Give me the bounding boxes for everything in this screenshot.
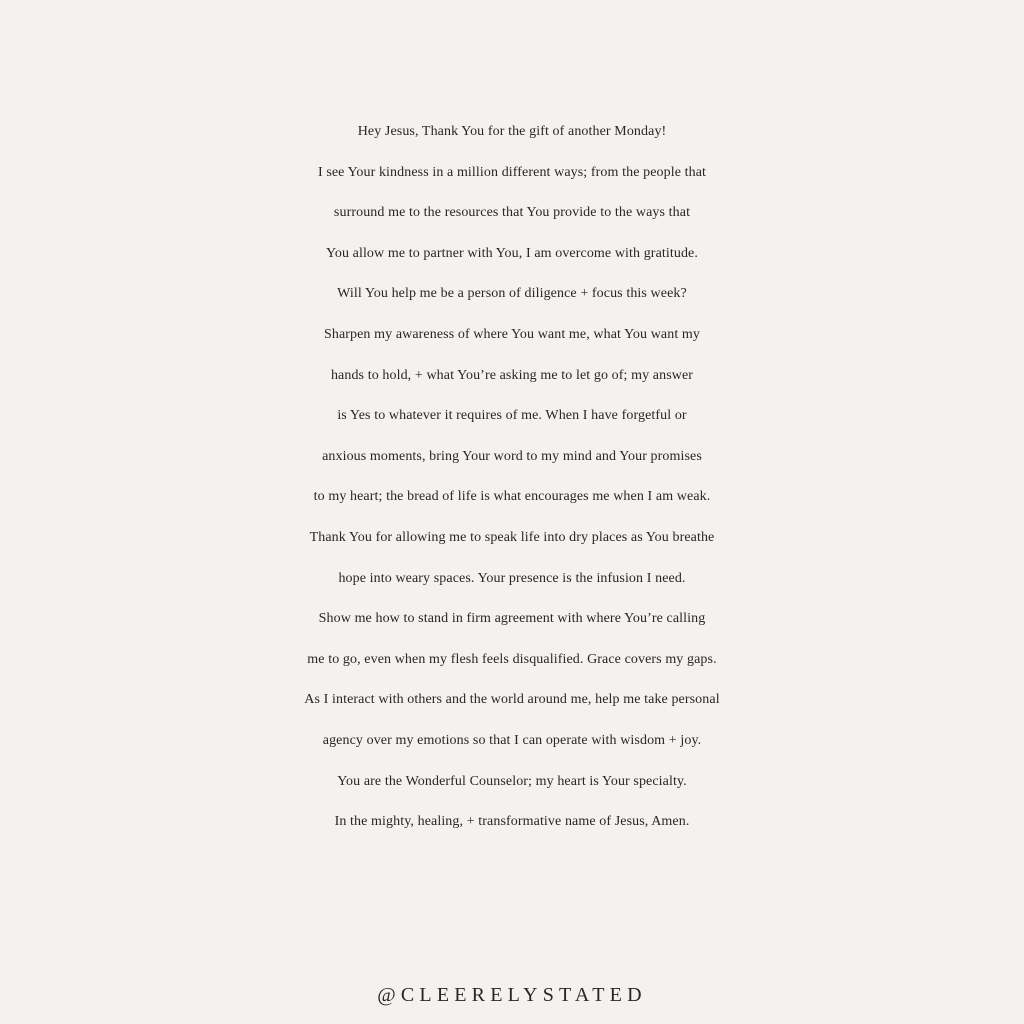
prayer-text [0, 112, 1024, 843]
prayer-line: hope into weary spaces. Your presence is the infusion I need. [338, 570, 686, 586]
prayer-line: I see Your kindness in a million different ways; from the people that [317, 164, 707, 180]
prayer-line: You allow me to partner with You, I am overcome with gratitude. [326, 245, 698, 261]
prayer-line: Thank You for allowing me to speak life into dry places as You breathe [309, 529, 715, 545]
prayer-line: is Yes to whatever it requires of me. When I have forgetful or [337, 408, 687, 424]
prayer-line: anxious moments, bring Your word to my mind and Your promises [322, 448, 702, 464]
prayer-line: surround me to the resources that You provide to the ways that [333, 205, 691, 221]
prayer-line: You are the Wonderful Counselor; my heart is Your specialty. [337, 773, 687, 789]
author-handle: @CLEERELYSTATED [377, 984, 647, 1006]
prayer-line: hands to hold, + what You’re asking me to let go of; my answer [330, 367, 694, 383]
prayer-line: me to go, even when my flesh feels disqualified. Grace covers my gaps. [307, 651, 717, 667]
prayer-line: In the mighty, healing, + transformative name of Jesus, Amen. [334, 814, 690, 830]
prayer-line: Will You help me be a person of diligence + focus this week? [337, 286, 687, 302]
prayer-line: Show me how to stand in firm agreement with where You’re calling [318, 611, 706, 627]
prayer-line: As I interact with others and the world around me, help me take personal [304, 692, 720, 708]
prayer-line: Hey Jesus, Thank You for the gift of another Monday! [357, 124, 667, 139]
prayer-line: agency over my emotions so that I can operate with wisdom + joy. [322, 732, 702, 748]
prayer-line: Sharpen my awareness of where You want me, what You want my [323, 326, 701, 342]
prayer-line: to my heart; the bread of life is what encourages me when I am weak. [313, 489, 711, 505]
